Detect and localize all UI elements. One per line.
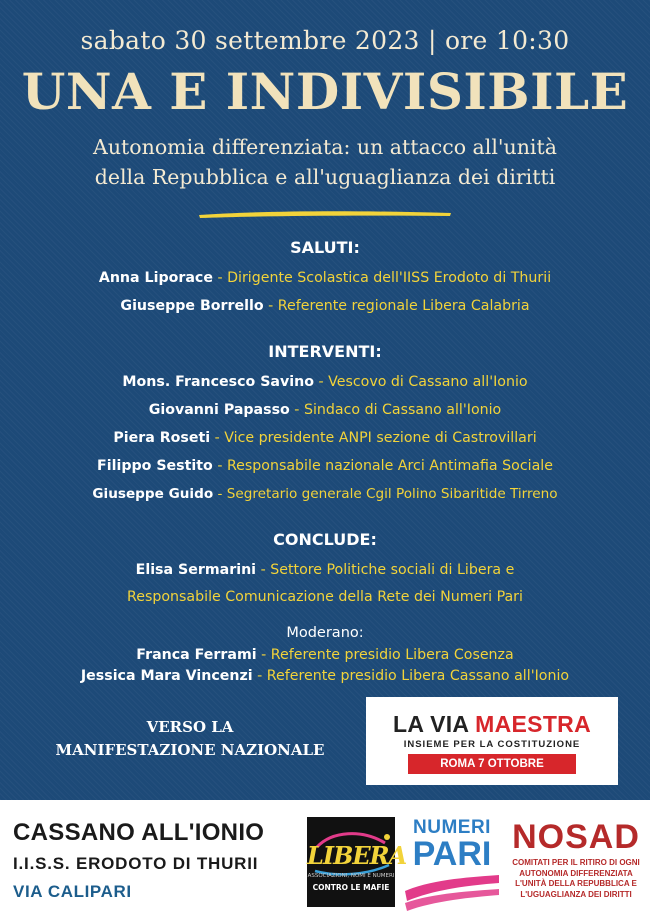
yellow-brush-underline: [196, 207, 454, 221]
event-title: UNA E INDIVISIBILE: [21, 62, 629, 121]
location-street: VIA CALIPARI: [13, 882, 132, 901]
verso-manifestazione: [30, 716, 350, 762]
interventi-row: [0, 428, 650, 448]
person-role: Referente presidio Libera Cassano all'Ionio: [266, 668, 570, 684]
libera-name: LIBERA: [307, 841, 407, 870]
person-role: Settore Politiche sociali di Libera e: [270, 562, 515, 578]
person-name: Anna Liporace: [98, 270, 213, 286]
person-role: Referente presidio Libera Cosenza: [270, 647, 514, 663]
nosad-name: NOSAD: [512, 818, 640, 856]
person-role: Dirigente Scolastica dell'IISS Erodoto di Thurii: [227, 270, 552, 286]
person-name: Elisa Sermarini: [135, 562, 257, 578]
subtitle-line-1: Autonomia differenziata: un attacco all'unità: [93, 135, 557, 159]
person-name: Piera Roseti: [113, 430, 211, 446]
libera-logo: [307, 817, 407, 907]
nosad-subtitle: COMITATI PER IL RITIRO DI OGNI AUTONOMIA DIFFERENZIATA L'UNITÀ DELLA REPUBBLICA E L'UGUAGLIANZA DEI DIRITTI: [512, 858, 640, 899]
la-via-maestra-logo: [366, 697, 618, 785]
dash: -: [294, 402, 300, 418]
via-maestra-title-b: MAESTRA: [475, 711, 591, 737]
saluti-row: [0, 296, 650, 316]
person-role: Referente regionale Libera Calabria: [277, 298, 530, 314]
moderano-row: [0, 666, 650, 686]
moderano-row: [0, 645, 650, 665]
person-role-continued: Responsabile Comunicazione della Rete dei Numeri Pari: [127, 589, 523, 605]
location-city: CASSANO ALL'IONIO: [13, 819, 265, 846]
person-name: Filippo Sestito: [97, 458, 213, 474]
dash: -: [257, 668, 263, 684]
interventi-row: [0, 372, 650, 392]
dash: -: [318, 374, 324, 390]
conclude-heading: CONCLUDE:: [273, 530, 377, 549]
dash: -: [217, 270, 223, 286]
interventi-heading: INTERVENTI:: [268, 342, 382, 361]
person-role: Responsabile nazionale Arci Antimafia Sociale: [226, 458, 553, 474]
person-name: Franca Ferrami: [136, 647, 257, 663]
footer: [0, 800, 650, 920]
via-maestra-date-badge: ROMA 7 OTTOBRE: [408, 754, 576, 774]
moderano-heading: Moderano:: [286, 625, 364, 641]
via-maestra-subtitle: INSIEME PER LA COSTITUZIONE: [403, 739, 581, 750]
libera-subtitle-1: ASSOCIAZIONI, NOMI E NUMERI: [307, 873, 395, 879]
person-role: Vice presidente ANPI sezione di Castrovillari: [224, 430, 537, 446]
dash: -: [217, 486, 223, 502]
person-name: Jessica Mara Vincenzi: [80, 668, 253, 684]
numeri-pari-swoosh: [403, 873, 501, 913]
dash: -: [261, 647, 267, 663]
person-role: Segretario generale Cgil Polino Sibaritide Tirreno: [226, 486, 558, 502]
numeri-pari-logo: [403, 817, 501, 909]
location-venue: I.I.S.S. ERODOTO DI THURII: [13, 854, 259, 873]
dash: -: [260, 562, 266, 578]
nosad-logo: [507, 818, 645, 918]
subtitle-line-2: della Repubblica e all'uguaglianza dei diritti: [94, 165, 556, 189]
person-name: Giuseppe Guido: [92, 486, 214, 502]
event-date: sabato 30 settembre 2023 | ore 10:30: [80, 26, 570, 55]
via-maestra-title-a: LA VIA: [392, 711, 476, 737]
verso-line-2: MANIFESTAZIONE NAZIONALE: [55, 741, 325, 759]
person-role: Vescovo di Cassano all'Ionio: [328, 374, 528, 390]
interventi-row: [0, 456, 650, 476]
conclude-row: [0, 560, 650, 580]
event-subtitle: [20, 132, 630, 192]
saluti-heading: SALUTI:: [290, 238, 360, 257]
interventi-row: [0, 400, 650, 420]
person-name: Giuseppe Borrello: [120, 298, 264, 314]
verso-line-1: VERSO LA: [146, 718, 234, 736]
dash: -: [214, 430, 220, 446]
interventi-row: [0, 484, 650, 504]
dash: -: [268, 298, 274, 314]
numeri-pari-line-2: PARI: [412, 835, 492, 873]
person-name: Giovanni Papasso: [148, 402, 290, 418]
libera-subtitle-2: CONTRO LE MAFIE: [312, 883, 390, 892]
person-role: Sindaco di Cassano all'Ionio: [303, 402, 502, 418]
person-name: Mons. Francesco Savino: [122, 374, 314, 390]
dash: -: [217, 458, 223, 474]
conclude-row-2: [0, 587, 650, 607]
saluti-row: [0, 268, 650, 288]
numeri-pari-line-1: NUMERI: [413, 817, 491, 838]
via-maestra-title: [366, 711, 618, 738]
